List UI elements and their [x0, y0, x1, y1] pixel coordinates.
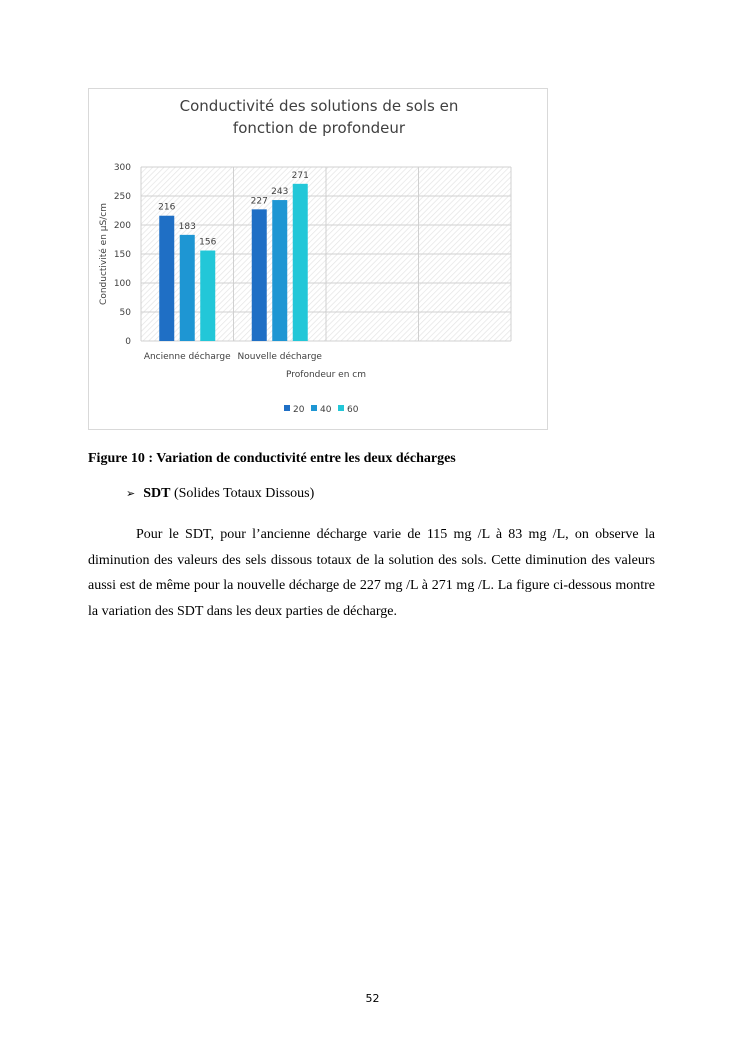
legend-swatch: [311, 405, 317, 411]
bar: [159, 216, 174, 341]
legend-swatch: [338, 405, 344, 411]
legend-label: 40: [320, 405, 332, 415]
x-tick-label: Ancienne décharge: [143, 352, 231, 362]
data-label: 227: [250, 196, 268, 207]
page-number: 52: [365, 992, 380, 1005]
sdt-bullet: [126, 486, 314, 502]
body-paragraph: [88, 522, 655, 624]
data-label: 271: [291, 170, 309, 181]
data-label: 243: [271, 187, 289, 198]
legend-label: 60: [347, 405, 359, 415]
y-tick-label: 0: [125, 337, 131, 347]
chart-canvas: [89, 89, 549, 431]
bar: [293, 184, 308, 341]
x-tick-label: Nouvelle décharge: [237, 352, 322, 362]
bullet-rest: (Solides Totaux Dissous): [170, 486, 315, 501]
data-label: 183: [178, 221, 196, 232]
y-tick-label: 300: [113, 163, 131, 173]
conductivity-chart: [88, 88, 548, 430]
y-tick-label: 50: [119, 308, 131, 318]
y-tick-label: 200: [113, 221, 131, 231]
chart-title-line-1: Conductivité des solutions de sols en: [179, 97, 459, 115]
bullet-bold: SDT: [143, 486, 171, 501]
y-axis-label: Conductivité en µS/cm: [99, 203, 109, 305]
bar: [252, 209, 267, 341]
chart-title-line-2: fonction de profondeur: [232, 119, 406, 137]
figure-caption: Figure 10 : Variation de conductivité entre les deux décharges: [88, 451, 456, 466]
y-tick-label: 150: [113, 250, 131, 260]
legend-swatch: [284, 405, 290, 411]
data-label: 216: [158, 202, 176, 213]
bar: [180, 235, 195, 341]
data-label: 156: [199, 237, 217, 248]
legend-label: 20: [293, 405, 305, 415]
bar: [200, 251, 215, 341]
arrow-bullet-icon: ➢: [126, 487, 136, 500]
paragraph-text: Pour le SDT, pour l’ancienne décharge varie de 115 mg /L à 83 mg /L, on observe la diminution des valeurs des sels dissous totaux de la solution des sols. Cette diminution des valeurs aussi est de même pour la nouvelle décharge de 227 mg /L à 271 mg /L. La figure ci-dessous montre la variation des SDT dans les deux parties de décharge.: [88, 527, 655, 619]
y-tick-label: 250: [113, 192, 131, 202]
x-axis-label: Profondeur en cm: [286, 370, 366, 380]
bar: [272, 200, 287, 341]
y-tick-label: 100: [113, 279, 131, 289]
